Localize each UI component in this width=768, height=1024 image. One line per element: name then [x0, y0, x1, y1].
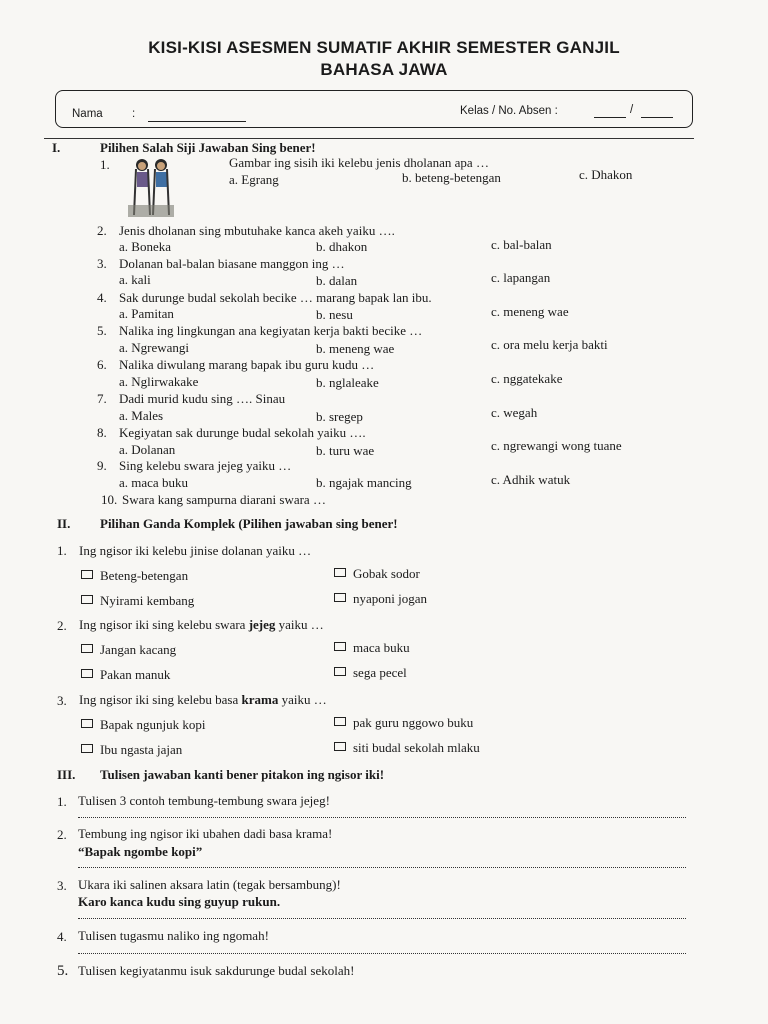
s3-q5-number: 5. [57, 963, 69, 979]
s2-q2-text-bold: jejeg [248, 617, 276, 632]
checkbox-icon[interactable] [81, 744, 93, 753]
s2-q1-option-4[interactable] [334, 591, 427, 607]
s2-q2-option-1[interactable] [81, 642, 176, 658]
s1-q10-number: 10. [101, 492, 118, 507]
s3-q3-answer-line[interactable] [78, 918, 686, 919]
s1-q3-text: Dolanan bal-balan biasane manggon ing … [119, 256, 345, 271]
s1-q1-option-a[interactable]: a. Egrang [229, 172, 279, 187]
s1-q2-option-a[interactable]: a. Boneka [119, 239, 171, 254]
egrang-children-illustration [128, 155, 174, 217]
s1-q3-number: 3. [97, 256, 107, 271]
checkbox-icon[interactable] [81, 570, 93, 579]
s1-q3-option-c[interactable]: c. lapangan [491, 270, 551, 285]
s1-q1-option-c[interactable]: c. Dhakon [579, 167, 633, 182]
s2-q2-option-3-label: Pakan manuk [100, 667, 171, 682]
student-identity-box [55, 90, 693, 128]
s2-q3-option-1-label: Bapak ngunjuk kopi [100, 717, 206, 732]
s1-q9-option-b[interactable]: b. ngajak mancing [316, 475, 412, 490]
s3-q1-number: 1. [57, 794, 67, 809]
s3-q1-answer-line[interactable] [78, 817, 686, 818]
s2-q3-option-4-label: siti budal sekolah mlaku [353, 740, 480, 755]
section-2-title: Pilihan Ganda Komplek (Pilihen jawaban sing bener! [100, 516, 398, 531]
s3-q1-text: Tulisen 3 contoh tembung-tembung swara jejeg! [78, 793, 330, 808]
s2-q1-option-1[interactable] [81, 568, 188, 584]
section-3-title: Tulisen jawaban kanti bener pitakon ing ngisor iki! [100, 767, 385, 782]
checkbox-icon[interactable] [334, 568, 346, 577]
s2-q2-option-2-label: maca buku [353, 640, 410, 655]
s2-q3-option-1[interactable] [81, 717, 205, 733]
s1-q5-option-b[interactable]: b. meneng wae [316, 341, 395, 356]
s1-q5-number: 5. [97, 323, 107, 338]
document-subtitle: BAHASA JAWA [320, 60, 448, 79]
s1-q1-number: 1. [100, 157, 110, 172]
s3-q5-text: Tulisen kegiyatanmu isuk sakdurunge budal sekolah! [78, 963, 355, 978]
checkbox-icon[interactable] [334, 742, 346, 751]
checkbox-icon[interactable] [81, 644, 93, 653]
s3-q2-text: Tembung ing ngisor iki ubahen dadi basa krama! [78, 826, 333, 841]
s1-q3-option-a[interactable]: a. kali [119, 272, 151, 287]
s1-q7-option-c[interactable]: c. wegah [491, 405, 538, 420]
kelas-absen-label: Kelas / No. Absen : [460, 105, 558, 117]
s2-q3-option-2-label: pak guru nggowo buku [353, 715, 474, 730]
s1-q8-option-b[interactable]: b. turu wae [316, 443, 375, 458]
s1-q1-text: Gambar ing sisih iki kelebu jenis dholanan apa … [229, 155, 489, 170]
s1-q3-option-b[interactable]: b. dalan [316, 273, 358, 288]
nama-label: Nama [72, 108, 103, 120]
s1-q5-option-a[interactable]: a. Ngrewangi [119, 340, 190, 355]
s1-q7-option-b[interactable]: b. sregep [316, 409, 363, 424]
checkbox-icon[interactable] [334, 667, 346, 676]
section-1-number: I. [52, 140, 61, 155]
s1-q6-option-b[interactable]: b. nglaleake [316, 375, 379, 390]
s1-q6-option-a[interactable]: a. Nglirwakake [119, 374, 199, 389]
checkbox-icon[interactable] [81, 719, 93, 728]
s1-q7-option-a[interactable]: a. Males [119, 408, 164, 423]
s2-q3-option-3-label: Ibu ngasta jajan [100, 742, 183, 757]
s2-q2-option-2[interactable] [334, 640, 410, 656]
s3-q4-text: Tulisen tugasmu naliko ing ngomah! [78, 928, 269, 943]
s1-q9-text: Sing kelebu swara jejeg yaiku … [119, 458, 292, 473]
s2-q1-option-1-label: Beteng-betengan [100, 568, 189, 583]
s1-q6-number: 6. [97, 357, 107, 372]
s2-q1-option-2[interactable] [334, 566, 420, 582]
checkbox-icon[interactable] [81, 669, 93, 678]
kelas-blank[interactable] [594, 117, 626, 118]
s1-q1-option-b[interactable]: b. beteng-betengan [402, 170, 501, 185]
s1-q7-number: 7. [97, 391, 107, 406]
s1-q4-option-c[interactable]: c. meneng wae [491, 304, 569, 319]
s1-q4-option-a[interactable]: a. Pamitan [119, 306, 174, 321]
s3-q2-answer-line[interactable] [78, 867, 686, 868]
s2-q3-text-pre: Ing ngisor iki sing kelebu basa [79, 692, 242, 707]
s2-q2-option-4[interactable] [334, 665, 407, 681]
s1-q10-text: Swara kang sampurna diarani swara … [122, 492, 326, 507]
s1-q7-text: Dadi murid kudu sing …. Sinau [119, 391, 286, 406]
s2-q3-text [79, 692, 327, 708]
s1-q9-number: 9. [97, 458, 107, 473]
s2-q2-text [79, 617, 324, 633]
s2-q3-text-bold: krama [241, 692, 279, 707]
s2-q2-option-3[interactable] [81, 667, 170, 683]
s1-q5-text: Nalika ing lingkungan ana kegiyatan kerja bakti becike … [119, 323, 423, 338]
s2-q3-text-post: yaiku … [278, 692, 327, 707]
s1-q2-number: 2. [97, 223, 107, 238]
s1-q4-text: Sak durunge budal sekolah becike … marang bapak lan ibu. [119, 290, 432, 305]
s3-q3-number: 3. [57, 878, 67, 893]
s3-q3-text: Ukara iki salinen aksara latin (tegak bersambung)! [78, 877, 341, 892]
checkbox-icon[interactable] [334, 593, 346, 602]
section-1-title: Pilihen Salah Siji Jawaban Sing bener! [100, 140, 316, 155]
s1-q8-number: 8. [97, 425, 107, 440]
s3-q2-number: 2. [57, 827, 67, 842]
s1-q8-text: Kegiyatan sak durunge budal sekolah yaiku …. [119, 425, 366, 440]
document-title: KISI-KISI ASESMEN SUMATIF AKHIR SEMESTER GANJIL [148, 38, 620, 57]
s2-q2-text-pre: Ing ngisor iki sing kelebu swara [79, 617, 249, 632]
s3-q3-prompt: Karo kanca kudu sing guyup rukun. [78, 894, 281, 909]
s1-q2-text: Jenis dholanan sing mbutuhake kanca akeh yaiku …. [119, 223, 395, 238]
s2-q2-option-1-label: Jangan kacang [100, 642, 177, 657]
checkbox-icon[interactable] [334, 642, 346, 651]
s1-q9-option-a[interactable]: a. maca buku [119, 475, 188, 490]
s1-q2-option-c[interactable]: c. bal-balan [491, 237, 552, 252]
s3-q2-prompt: “Bapak ngombe kopi” [78, 844, 203, 859]
s2-q1-option-3[interactable] [81, 593, 194, 609]
s2-q1-number: 1. [57, 543, 67, 558]
s2-q3-option-2[interactable] [334, 715, 473, 731]
s1-q9-option-c[interactable]: c. Adhik watuk [491, 472, 571, 487]
s1-q8-option-a[interactable]: a. Dolanan [119, 442, 176, 457]
s2-q3-option-3[interactable] [81, 742, 182, 758]
kelas-slash: / [630, 104, 634, 116]
s3-q4-number: 4. [57, 929, 67, 944]
s1-q6-text: Nalika diwulang marang bapak ibu guru kudu … [119, 357, 375, 372]
s2-q1-option-2-label: Gobak sodor [353, 566, 420, 581]
s2-q3-number: 3. [57, 693, 67, 708]
s1-q8-option-c[interactable]: c. ngrewangi wong tuane [491, 438, 622, 453]
divider-line [44, 138, 694, 139]
s2-q2-number: 2. [57, 618, 67, 633]
checkbox-icon[interactable] [81, 595, 93, 604]
s1-q2-option-b[interactable]: b. dhakon [316, 239, 368, 254]
nama-colon: : [132, 108, 136, 120]
s3-q4-answer-line[interactable] [78, 953, 686, 954]
nama-blank[interactable] [148, 121, 246, 122]
s1-q4-number: 4. [97, 290, 107, 305]
s2-q3-option-4[interactable] [334, 740, 480, 756]
section-3-number: III. [57, 767, 76, 782]
s2-q1-text: Ing ngisor iki kelebu jinise dolanan yaiku … [79, 543, 312, 558]
absen-blank[interactable] [641, 117, 673, 118]
section-2-number: II. [57, 516, 71, 531]
s1-q5-option-c[interactable]: c. ora melu kerja bakti [491, 337, 608, 352]
checkbox-icon[interactable] [334, 717, 346, 726]
s2-q1-option-4-label: nyaponi jogan [353, 591, 428, 606]
s2-q2-option-4-label: sega pecel [353, 665, 407, 680]
s1-q4-option-b[interactable]: b. nesu [316, 307, 353, 322]
s1-q6-option-c[interactable]: c. nggatekake [491, 371, 563, 386]
s2-q2-text-post: yaiku … [275, 617, 324, 632]
s2-q1-option-3-label: Nyirami kembang [100, 593, 195, 608]
